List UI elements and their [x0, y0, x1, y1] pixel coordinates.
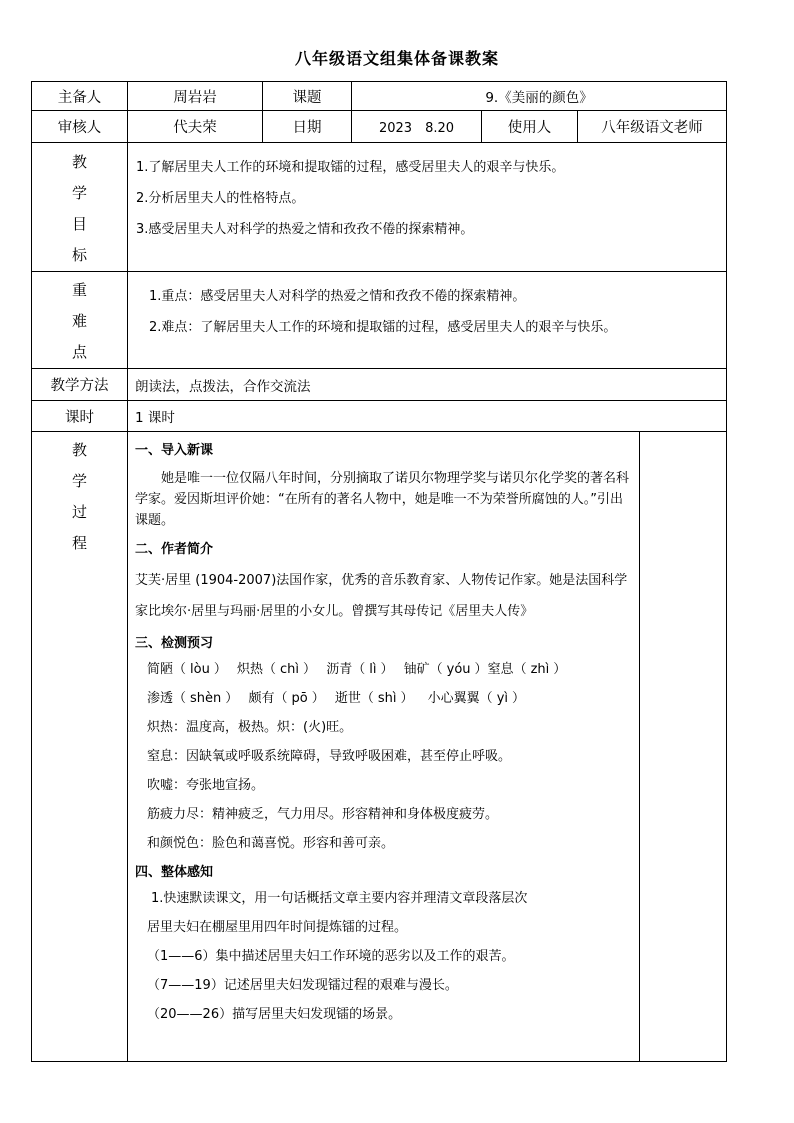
author-paragraph: 艾芙·居里 (1904-2007)法国作家，优秀的音乐教育家、人物传记作家。她是法国科学家比埃尔·居里与玛丽·居里的小女儿。曾撰写其母传记《居里夫人传》 [135, 573, 628, 619]
header-row-2 [32, 111, 727, 143]
key-point-item: 1.重点：感受居里夫人对科学的热爱之情和孜孜不倦的探索精神。 [149, 289, 526, 304]
reviewer-label: 审核人 [32, 111, 128, 143]
goal-item: 3.感受居里夫人对科学的热爱之情和孜孜不倦的探索精神。 [136, 222, 474, 237]
method-row [32, 369, 727, 401]
vocab-row-1 [135, 655, 633, 684]
definition-item: 和颜悦色：脸色和蔼喜悦。形容和善可亲。 [147, 836, 395, 851]
vocab-item: 炽热（ chì ） [237, 662, 317, 677]
goals-row [32, 143, 727, 272]
method-value: 朗读法，点拨法，合作交流法 [128, 369, 727, 401]
method-label: 教学方法 [32, 369, 128, 401]
overview-question: 1.快速默读课文，用一句话概括文章主要内容并理清文章段落层次 [151, 891, 528, 906]
notes-column [640, 432, 727, 1062]
topic-label: 课题 [263, 82, 352, 111]
vocab-row-2 [135, 684, 633, 713]
page-title: 八年级语文组集体备课教案 [294, 49, 499, 68]
user-value: 八年级语文老师 [578, 111, 727, 143]
definition-item: 筋疲力尽：精神疲乏，气力用尽。形容精神和身体极度疲劳。 [147, 807, 499, 822]
preparer-label: 主备人 [32, 82, 128, 111]
overview-answer: 居里夫妇在棚屋里用四年时间提炼镭的过程。 [147, 920, 408, 935]
overview-part: （20——26）描写居里夫妇发现镭的场景。 [147, 1007, 402, 1022]
definition-item: 吹嘘：夸张地宣扬。 [147, 778, 265, 793]
goal-item: 1.了解居里夫人工作的环境和提取镭的过程，感受居里夫人的艰辛与快乐。 [136, 160, 565, 175]
definition-item: 炽热：温度高，极热。炽：(火)旺。 [147, 720, 353, 735]
key-point-item: 2.难点：了解居里夫人工作的环境和提取镭的过程，感受居里夫人的艰辛与快乐。 [149, 320, 617, 335]
vocab-item: 窒息（ zhì ） [487, 662, 567, 677]
vocab-item: 渗透（ shèn ） [147, 691, 239, 706]
header-row-1 [32, 82, 727, 111]
period-row [32, 401, 727, 432]
vocab-item: 小心翼翼（ yì ） [427, 691, 526, 706]
process-row [32, 432, 727, 1062]
process-label: 教 学 过 程 [32, 432, 128, 1062]
reviewer-value: 代夫荣 [128, 111, 263, 143]
section-title-preview: 三、检测预习 [135, 636, 214, 651]
section-title-intro: 一、导入新课 [135, 443, 214, 458]
key-points-content [128, 272, 727, 369]
user-label: 使用人 [482, 111, 578, 143]
lesson-plan-table [31, 81, 727, 1062]
key-points-row [32, 272, 727, 369]
goal-item: 2.分析居里夫人的性格特点。 [136, 191, 305, 206]
overview-part: （1——6）集中描述居里夫妇工作环境的恶劣以及工作的艰苦。 [147, 949, 515, 964]
vocab-item: 颇有（ pō ） [248, 691, 325, 706]
date-label: 日期 [263, 111, 352, 143]
section-title-author: 二、作者简介 [135, 542, 214, 557]
overview-part: （7——19）记述居里夫妇发现镭过程的艰难与漫长。 [147, 978, 458, 993]
key-points-label: 重 难 点 [32, 272, 128, 369]
vocab-item: 简陋（ lòu ） [147, 662, 227, 677]
date-value: 2023 8.20 [352, 111, 482, 143]
goals-content [128, 143, 727, 272]
period-label: 课时 [32, 401, 128, 432]
period-value: 1 课时 [128, 401, 727, 432]
topic-value: 9.《美丽的颜色》 [352, 82, 727, 111]
vocab-item: 沥青（ lì ） [326, 662, 394, 677]
section-title-overview: 四、整体感知 [135, 865, 214, 880]
preparer-value: 周岩岩 [128, 82, 263, 111]
definition-item: 窒息：因缺氧或呼吸系统障碍，导致呼吸困难，甚至停止呼吸。 [147, 749, 512, 764]
intro-paragraph: 她是唯一一位仅隔八年时间，分别摘取了诺贝尔物理学奖与诺贝尔化学奖的著名科学家。爱因斯坦评价她：“在所有的著名人物中，她是唯一不为荣誉所腐蚀的人。”引出课题。 [135, 471, 630, 528]
process-content [128, 432, 640, 1062]
goals-label: 教 学 目 标 [32, 143, 128, 272]
vocab-item: 逝世（ shì ） [334, 691, 414, 706]
vocab-item: 铀矿（ yóu ） [403, 662, 488, 677]
